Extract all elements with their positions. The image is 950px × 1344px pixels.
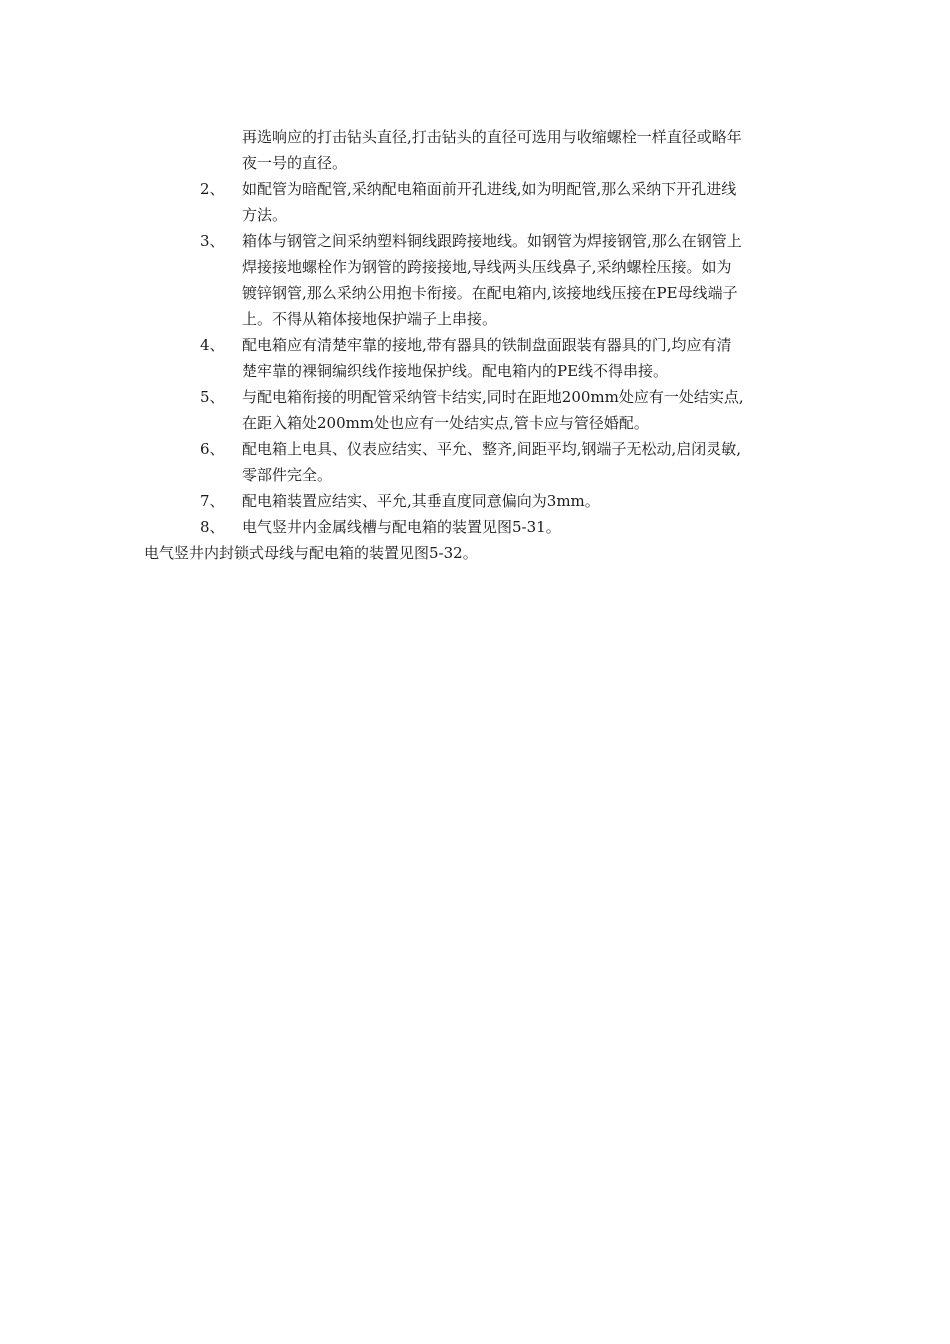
list-item-text: 零部件完全。 xyxy=(242,466,333,484)
list-item-text: 箱体与钢管之间采纳塑料铜线跟跨接地线。如钢管为焊接钢管,那么在钢管上 xyxy=(242,232,742,250)
list-item-text: 电气竖井内金属线槽与配电箱的装置见图5-31。 xyxy=(242,518,561,536)
list-item-continuation xyxy=(0,358,950,384)
closing-text: 电气竖井内封锁式母线与配电箱的装置见图5-32。 xyxy=(144,544,478,562)
paragraph-text: 夜一号的直径。 xyxy=(242,154,348,172)
list-item-continuation xyxy=(0,280,950,306)
list-item-number: 5、 xyxy=(200,388,225,406)
list-item-text: 焊接接地螺栓作为钢管的跨接接地,导线两头压线鼻子,采纳螺栓压接。如为 xyxy=(242,258,732,276)
list-item-text: 配电箱应有清楚牢靠的接地,带有器具的铁制盘面跟装有器具的门,均应有清 xyxy=(242,336,732,354)
closing-line xyxy=(0,540,950,566)
list-item xyxy=(0,228,950,254)
paragraph-line xyxy=(0,150,950,176)
list-item-number: 8、 xyxy=(200,518,225,536)
list-item-text: 楚牢靠的裸铜编织线作接地保护线。配电箱内的PE线不得串接。 xyxy=(242,362,669,380)
list-item-number: 6、 xyxy=(200,440,225,458)
list-item-continuation xyxy=(0,410,950,436)
list-item-text: 配电箱装置应结实、平允,其垂直度同意偏向为3mm。 xyxy=(242,492,600,510)
list-item xyxy=(0,488,950,514)
list-item-number: 2、 xyxy=(200,180,225,198)
document-body xyxy=(0,124,950,566)
list-item-number: 4、 xyxy=(200,336,225,354)
paragraph-line xyxy=(0,124,950,150)
list-item-number: 7、 xyxy=(200,492,225,510)
list-item xyxy=(0,332,950,358)
list-item-continuation xyxy=(0,306,950,332)
list-item-text: 配电箱上电具、仪表应结实、平允、整齐,间距平均,钢端子无松动,启闭灵敏, xyxy=(242,440,742,458)
list-item-text: 如配管为暗配管,采纳配电箱面前开孔进线,如为明配管,那么采纳下开孔进线 xyxy=(242,180,737,198)
list-item-continuation xyxy=(0,254,950,280)
list-item xyxy=(0,176,950,202)
paragraph-text: 再选响应的打击钻头直径,打击钻头的直径可选用与收缩螺栓一样直径或略年 xyxy=(242,128,742,146)
list-item-text: 镀锌钢管,那么采纳公用抱卡衔接。在配电箱内,该接地线压接在PE母线端子 xyxy=(242,284,738,302)
list-item xyxy=(0,384,950,410)
list-item-continuation xyxy=(0,202,950,228)
list-item-text: 在距入箱处200mm处也应有一处结实点,管卡应与管径婚配。 xyxy=(242,414,649,432)
list-item-text: 方法。 xyxy=(242,206,288,224)
list-item-text: 与配电箱衔接的明配管采纳管卡结实,同时在距地200mm处应有一处结实点, xyxy=(242,388,744,406)
list-item-text: 上。不得从箱体接地保护端子上串接。 xyxy=(242,310,498,328)
list-item-number: 3、 xyxy=(200,232,225,250)
list-item-continuation xyxy=(0,462,950,488)
list-item xyxy=(0,436,950,462)
list-item xyxy=(0,514,950,540)
